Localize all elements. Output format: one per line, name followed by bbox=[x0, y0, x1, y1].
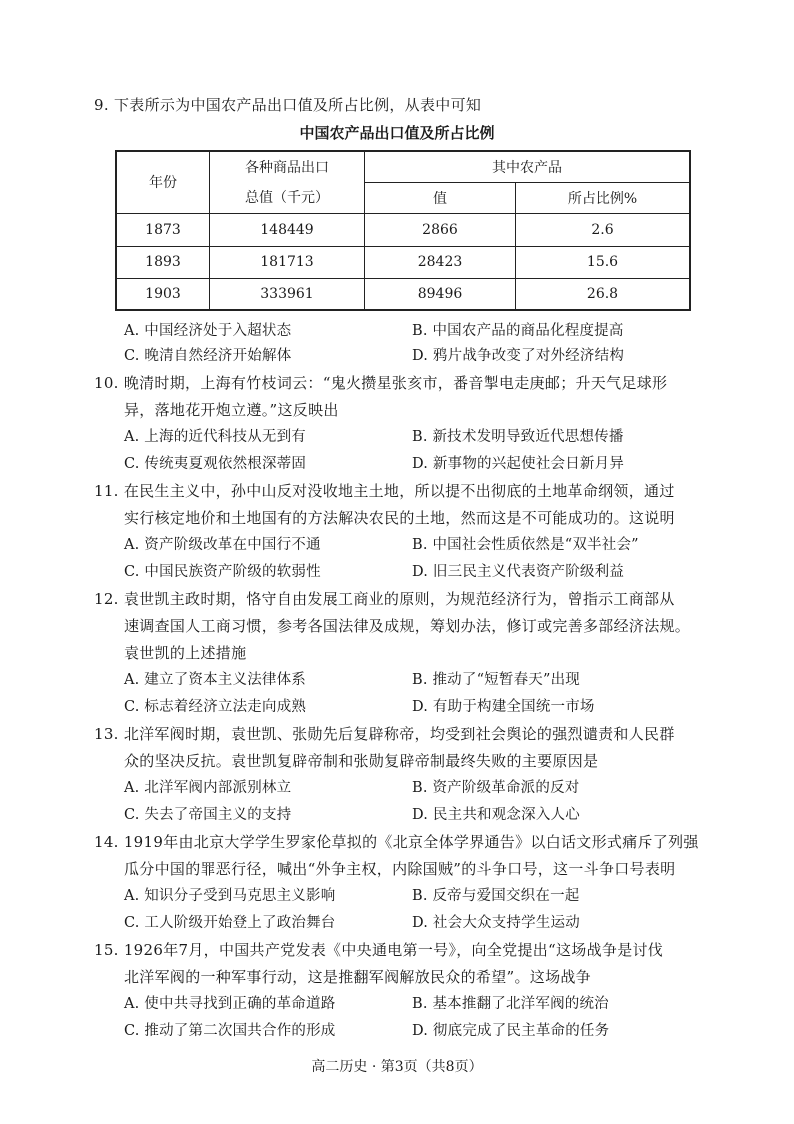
q14-option-c: C. 工人阶级开始登上了政治舞台 bbox=[124, 915, 336, 931]
page-footer: 高二历史 · 第3页（共8页） bbox=[311, 1059, 483, 1075]
cell-value: 89496 bbox=[365, 278, 516, 310]
header-total-line2: 总值（千元） bbox=[210, 182, 365, 213]
q13-option-c: C. 失去了帝国主义的支持 bbox=[124, 807, 292, 823]
q15-option-c: C. 推动了第二次国共合作的形成 bbox=[124, 1023, 336, 1039]
cell-year: 1903 bbox=[116, 278, 210, 310]
q10-option-d: D. 新事物的兴起使社会日新月异 bbox=[412, 456, 625, 472]
cell-value: 28423 bbox=[365, 246, 516, 278]
question-10-line2: 异，落地花开炮立遵。”这反映出 bbox=[124, 401, 339, 419]
question-12-line1: 12. 袁世凯主政时期，恪守自由发展工商业的原则，为规范经济行为，曾指示工商部从 bbox=[94, 590, 675, 608]
q11-option-d: D. 旧三民主义代表资产阶级利益 bbox=[412, 564, 625, 580]
q15-option-a: A. 使中共寻找到正确的革命道路 bbox=[124, 996, 336, 1012]
q13-option-a: A. 北洋军阀内部派别林立 bbox=[124, 780, 292, 796]
q11-option-b: B. 中国社会性质依然是“双半社会” bbox=[412, 537, 639, 553]
cell-total: 181713 bbox=[210, 246, 365, 278]
header-agri: 其中农产品 bbox=[365, 151, 691, 182]
question-15-line1: 15. 1926年7月，中国共产党发表《中央通电第一号》，向全党提出“这场战争是讨伐 bbox=[94, 941, 664, 959]
q11-option-a: A. 资产阶级改革在中国行不通 bbox=[124, 537, 321, 553]
table-title: 中国农产品出口值及所占比例 bbox=[299, 124, 495, 142]
q10-option-b: B. 新技术发明导致近代思想传播 bbox=[412, 429, 624, 445]
question-11-line1: 11. 在民生主义中，孙中山反对没收地主土地，所以提不出彻底的土地革命纲领，通过 bbox=[94, 482, 675, 500]
q15-option-d: D. 彻底完成了民主革命的任务 bbox=[412, 1023, 610, 1039]
question-10-line1: 10. 晚清时期，上海有竹枝词云：“鬼火攒星张亥市，番音掣电走庚邮；升天气足球形 bbox=[94, 374, 668, 392]
question-14-line2: 瓜分中国的罪恶行径，喊出“外争主权，内除国贼”的斗争口号，这一斗争口号表明 bbox=[124, 860, 676, 878]
q14-option-d: D. 社会大众支持学生运动 bbox=[412, 915, 580, 931]
q11-option-c: C. 中国民族资产阶级的软弱性 bbox=[124, 564, 321, 580]
question-11-line2: 实行核定地价和土地国有的方法解决农民的土地，然而这是不可能成功的。这说明 bbox=[124, 509, 675, 527]
q10-option-a: A. 上海的近代科技从无到有 bbox=[124, 429, 306, 445]
table-row bbox=[116, 213, 690, 246]
q9-option-b: B. 中国农产品的商品化程度提高 bbox=[412, 323, 624, 339]
question-13-line1: 13. 北洋军阀时期，袁世凯、张勋先后复辟称帝，均受到社会舆论的强烈谴责和人民群 bbox=[94, 725, 675, 743]
table-row bbox=[116, 278, 690, 310]
question-9-stem: 9. 下表所示为中国农产品出口值及所占比例，从表中可知 bbox=[94, 96, 482, 114]
q14-option-b: B. 反帝与爱国交织在一起 bbox=[412, 888, 580, 904]
header-ratio: 所占比例% bbox=[516, 182, 691, 213]
q13-option-b: B. 资产阶级革命派的反对 bbox=[412, 780, 580, 796]
header-year: 年份 bbox=[116, 151, 210, 213]
q13-option-d: D. 民主共和观念深入人心 bbox=[412, 807, 580, 823]
q9-option-a: A. 中国经济处于入超状态 bbox=[124, 323, 292, 339]
q10-option-c: C. 传统夷夏观依然根深蒂固 bbox=[124, 456, 307, 472]
cell-total: 333961 bbox=[210, 278, 365, 310]
cell-value: 2866 bbox=[365, 213, 516, 246]
header-value: 值 bbox=[365, 182, 516, 213]
q12-option-c: C. 标志着经济立法走向成熟 bbox=[124, 699, 307, 715]
cell-year: 1873 bbox=[116, 213, 210, 246]
export-table bbox=[115, 150, 691, 311]
q14-option-a: A. 知识分子受到马克思主义影响 bbox=[124, 888, 336, 904]
table-row bbox=[116, 246, 690, 278]
cell-ratio: 2.6 bbox=[516, 213, 691, 246]
question-14-line1: 14. 1919年由北京大学学生罗家伦草拟的《北京全体学界通告》以白话文形式痛斥了列强 bbox=[94, 833, 699, 851]
cell-ratio: 15.6 bbox=[516, 246, 691, 278]
q9-option-d: D. 鸦片战争改变了对外经济结构 bbox=[412, 348, 625, 364]
question-13-line2: 众的坚决反抗。袁世凯复辟帝制和张勋复辟帝制最终失败的主要原因是 bbox=[124, 752, 599, 770]
q15-option-b: B. 基本推翻了北洋军阀的统治 bbox=[412, 996, 609, 1012]
cell-ratio: 26.8 bbox=[516, 278, 691, 310]
q9-option-c: C. 晚清自然经济开始解体 bbox=[124, 348, 292, 364]
q12-option-a: A. 建立了资本主义法律体系 bbox=[124, 672, 306, 688]
cell-total: 148449 bbox=[210, 213, 365, 246]
question-15-line2: 北洋军阀的一种军事行动，这是推翻军阀解放民众的希望”。这场战争 bbox=[124, 968, 591, 986]
q12-option-b: B. 推动了“短暂春天”出现 bbox=[412, 672, 580, 688]
question-12-line2: 速调查国人工商习惯，参考各国法律及成规，筹划办法，修订或完善多部经济法规。 bbox=[124, 617, 691, 635]
q12-option-d: D. 有助于构建全国统一市场 bbox=[412, 699, 595, 715]
cell-year: 1893 bbox=[116, 246, 210, 278]
question-12-line3: 袁世凯的上述措施 bbox=[124, 644, 247, 662]
header-total-line1: 各种商品出口 bbox=[210, 151, 365, 182]
